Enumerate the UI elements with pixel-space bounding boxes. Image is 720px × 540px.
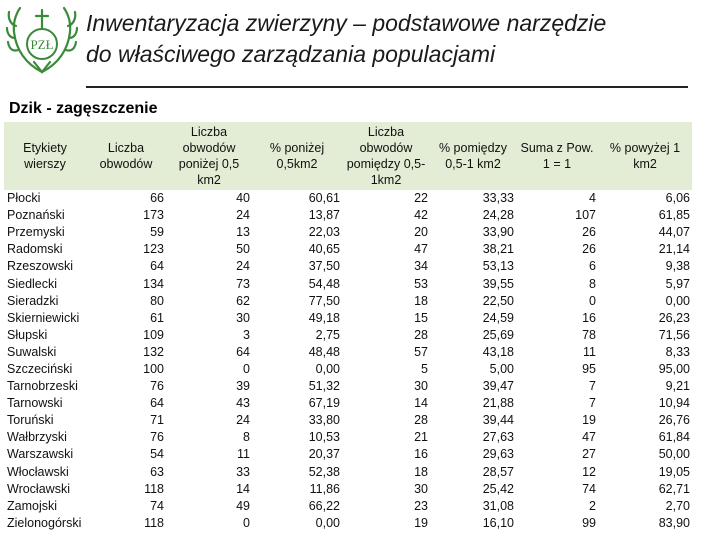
header-cell-mid-pct: % pomiędzy 0,5-1 km2 — [430, 122, 516, 190]
cell-count: 63 — [150, 464, 164, 479]
cell-count: 132 — [143, 344, 164, 359]
cell-below-pct: 67,19 — [308, 396, 340, 411]
cell-region: Przemyski — [7, 225, 65, 240]
cell-mid-count: 18 — [414, 464, 428, 479]
cell-region: Sieradzki — [7, 293, 59, 308]
cell-mid-count: 22 — [414, 191, 428, 206]
cell-region: Zamojski — [7, 498, 58, 513]
cell-below-pct: 40,65 — [308, 242, 340, 257]
table-row — [4, 446, 692, 463]
cell-sum: 7 — [589, 379, 596, 394]
cell-count: 61 — [150, 310, 164, 325]
cell-below-count: 40 — [236, 191, 250, 206]
cell-count: 66 — [150, 191, 164, 206]
cell-below-pct: 66,22 — [308, 498, 340, 513]
cell-above-pct: 26,23 — [658, 310, 690, 325]
cell-sum: 99 — [582, 515, 596, 530]
cell-mid-pct: 33,33 — [482, 191, 514, 206]
cell-mid-count: 16 — [414, 447, 428, 462]
cell-region: Słupski — [7, 327, 48, 342]
cell-below-pct: 22,03 — [308, 225, 340, 240]
cell-mid-count: 19 — [414, 515, 428, 530]
cell-above-pct: 50,00 — [658, 447, 690, 462]
cell-sum: 107 — [575, 208, 596, 223]
table-row — [4, 310, 692, 327]
cell-mid-pct: 39,55 — [482, 276, 514, 291]
cell-mid-pct: 24,28 — [482, 208, 514, 223]
cell-mid-pct: 33,90 — [482, 225, 514, 240]
cell-sum: 6 — [589, 259, 596, 274]
cell-below-count: 24 — [236, 208, 250, 223]
cell-below-pct: 52,38 — [308, 464, 340, 479]
table-row — [4, 241, 692, 258]
title-divider — [86, 86, 688, 88]
cell-below-count: 0 — [243, 515, 250, 530]
cell-mid-count: 21 — [414, 430, 428, 445]
cell-sum: 26 — [582, 225, 596, 240]
table-row — [4, 207, 692, 224]
cell-sum: 12 — [582, 464, 596, 479]
cell-above-pct: 62,71 — [658, 481, 690, 496]
cell-below-count: 50 — [236, 242, 250, 257]
cell-sum: 16 — [582, 310, 596, 325]
cell-mid-pct: 43,18 — [482, 344, 514, 359]
cell-region: Tarnowski — [7, 396, 63, 411]
cell-mid-pct: 39,47 — [482, 379, 514, 394]
cell-count: 54 — [150, 447, 164, 462]
cell-count: 64 — [150, 259, 164, 274]
cell-mid-count: 53 — [414, 276, 428, 291]
table-row — [4, 464, 692, 481]
cell-sum: 11 — [583, 344, 596, 359]
cell-above-pct: 9,21 — [665, 379, 690, 394]
cell-mid-pct: 24,59 — [482, 310, 514, 325]
cell-region: Rzeszowski — [7, 259, 73, 274]
cell-region: Tarnobrzeski — [7, 379, 78, 394]
cell-above-pct: 44,07 — [658, 225, 690, 240]
cell-count: 109 — [143, 327, 164, 342]
cell-mid-count: 34 — [414, 259, 428, 274]
title-line-1: Inwentaryzacja zwierzyny – podstawowe narzędzie — [86, 10, 607, 36]
cell-sum: 0 — [589, 293, 596, 308]
cell-above-pct: 8,33 — [665, 344, 690, 359]
header-cell-below-pct: % poniżej 0,5km2 — [252, 122, 342, 190]
cell-mid-pct: 27,63 — [482, 430, 514, 445]
section-subtitle: Dzik - zagęszczenie — [9, 100, 158, 117]
table-row — [4, 412, 692, 429]
header-cell-above-pct: % powyżej 1 km2 — [598, 122, 692, 190]
cell-mid-count: 23 — [414, 498, 428, 513]
cell-above-pct: 10,94 — [658, 396, 690, 411]
pzl-emblem-icon — [6, 2, 78, 80]
table-row — [4, 429, 692, 446]
cell-region: Siedlecki — [7, 276, 58, 291]
cell-below-count: 24 — [236, 259, 250, 274]
pzl-logo — [6, 2, 78, 80]
cell-region: Radomski — [7, 242, 63, 257]
cell-above-pct: 83,90 — [658, 515, 690, 530]
cell-above-pct: 0,00 — [665, 293, 690, 308]
cell-mid-count: 28 — [414, 413, 428, 428]
table-row — [4, 481, 692, 498]
cell-mid-count: 30 — [414, 379, 428, 394]
cell-below-pct: 0,00 — [315, 361, 340, 376]
cell-sum: 95 — [582, 361, 596, 376]
cell-below-count: 62 — [236, 293, 250, 308]
cell-mid-count: 28 — [414, 327, 428, 342]
cell-sum: 26 — [582, 242, 596, 257]
table-row — [4, 293, 692, 310]
cell-sum: 74 — [582, 481, 596, 496]
cell-mid-pct: 25,69 — [482, 327, 514, 342]
cell-mid-pct: 29,63 — [482, 447, 514, 462]
cell-mid-pct: 38,21 — [482, 242, 514, 257]
title-line-2: do właściwego zarządzania populacjami — [86, 41, 496, 67]
table-row — [4, 361, 692, 378]
table-row — [4, 327, 692, 344]
cell-above-pct: 61,84 — [658, 430, 690, 445]
cell-below-pct: 37,50 — [308, 259, 340, 274]
cell-mid-pct: 21,88 — [482, 396, 514, 411]
cell-below-pct: 11,86 — [309, 481, 340, 496]
cell-above-pct: 6,06 — [665, 191, 690, 206]
cell-below-count: 33 — [236, 464, 250, 479]
cell-above-pct: 5,97 — [665, 276, 690, 291]
header-cell-mid-count: Liczba obwodów pomiędzy 0,5-1km2 — [342, 122, 430, 190]
cell-sum: 8 — [589, 276, 596, 291]
table-header-row — [4, 122, 692, 190]
cell-count: 118 — [144, 515, 164, 530]
cell-above-pct: 19,05 — [658, 464, 690, 479]
cell-mid-pct: 16,10 — [482, 515, 514, 530]
cell-below-count: 73 — [236, 276, 250, 291]
table-row — [4, 515, 692, 532]
cell-count: 134 — [143, 276, 164, 291]
cell-below-pct: 54,48 — [308, 276, 340, 291]
cell-above-pct: 61,85 — [658, 208, 690, 223]
cell-mid-count: 15 — [414, 310, 428, 325]
cell-above-pct: 9,38 — [665, 259, 690, 274]
cell-region: Warszawski — [7, 447, 74, 462]
cell-sum: 27 — [582, 447, 596, 462]
cell-mid-count: 42 — [414, 208, 428, 223]
cell-below-pct: 60,61 — [308, 191, 340, 206]
cell-count: 173 — [143, 208, 164, 223]
cell-count: 76 — [150, 379, 164, 394]
cell-sum: 19 — [582, 413, 596, 428]
cell-below-count: 0 — [243, 361, 250, 376]
cell-region: Toruński — [7, 413, 54, 428]
cell-count: 71 — [150, 413, 164, 428]
header-cell-count: Liczba obwodów — [86, 122, 166, 190]
cell-below-count: 64 — [236, 344, 250, 359]
cell-mid-pct: 53,13 — [482, 259, 514, 274]
cell-above-pct: 21,14 — [658, 242, 690, 257]
cell-count: 64 — [150, 396, 164, 411]
table-row — [4, 344, 692, 361]
cell-below-pct: 10,53 — [308, 430, 340, 445]
cell-count: 80 — [150, 293, 164, 308]
density-table-container — [0, 122, 720, 532]
header-cell-sum: Suma z Pow. 1 = 1 — [516, 122, 598, 190]
cell-count: 74 — [150, 498, 164, 513]
cell-below-pct: 51,32 — [308, 379, 340, 394]
cell-mid-count: 14 — [414, 396, 428, 411]
cell-sum: 2 — [589, 498, 596, 513]
cell-below-count: 30 — [236, 310, 250, 325]
cell-above-pct: 71,56 — [658, 327, 690, 342]
cell-below-pct: 49,18 — [308, 310, 340, 325]
cell-count: 59 — [150, 225, 164, 240]
cell-below-pct: 20,37 — [308, 447, 340, 462]
logo-text: PZŁ — [30, 37, 54, 52]
cell-mid-pct: 22,50 — [482, 293, 514, 308]
cell-region: Płocki — [7, 191, 41, 206]
cell-above-pct: 2,70 — [665, 498, 690, 513]
cell-mid-count: 5 — [421, 361, 428, 376]
cell-region: Szczeciński — [7, 361, 73, 376]
cell-below-count: 14 — [236, 481, 250, 496]
cell-below-count: 49 — [236, 498, 250, 513]
cell-below-count: 8 — [243, 430, 250, 445]
cell-count: 118 — [144, 481, 164, 496]
cell-mid-count: 47 — [414, 242, 428, 257]
cell-below-pct: 33,80 — [308, 413, 340, 428]
cell-sum: 78 — [582, 327, 596, 342]
cell-mid-count: 18 — [414, 293, 428, 308]
table-row — [4, 258, 692, 275]
cell-region: Suwalski — [7, 344, 57, 359]
cell-below-count: 43 — [236, 396, 250, 411]
cell-count: 100 — [143, 361, 164, 376]
table-body — [4, 190, 692, 532]
cell-below-count: 24 — [236, 413, 250, 428]
page-title — [86, 8, 716, 70]
cell-mid-pct: 28,57 — [482, 464, 514, 479]
cell-region: Wałbrzyski — [7, 430, 67, 445]
table-row — [4, 224, 692, 241]
cell-below-pct: 77,50 — [308, 293, 340, 308]
cell-below-count: 39 — [236, 379, 250, 394]
cell-sum: 47 — [582, 430, 596, 445]
cell-mid-count: 57 — [414, 344, 428, 359]
density-table — [4, 122, 692, 532]
cell-above-pct: 26,76 — [658, 413, 690, 428]
header-cell-region: Etykiety wierszy — [4, 122, 86, 190]
cell-sum: 7 — [589, 396, 596, 411]
cell-below-count: 13 — [236, 225, 250, 240]
table-row — [4, 498, 692, 515]
cell-mid-pct: 39,44 — [482, 413, 514, 428]
cell-above-pct: 95,00 — [658, 361, 690, 376]
header-cell-below-count: Liczba obwodów poniżej 0,5 km2 — [166, 122, 252, 190]
cell-count: 123 — [143, 242, 164, 257]
cell-mid-pct: 31,08 — [482, 498, 514, 513]
cell-below-pct: 0,00 — [315, 515, 340, 530]
cell-below-pct: 2,75 — [315, 327, 340, 342]
cell-region: Włocławski — [7, 464, 69, 479]
table-row — [4, 395, 692, 412]
cell-mid-count: 20 — [414, 225, 428, 240]
cell-mid-count: 30 — [414, 481, 428, 496]
cell-count: 76 — [150, 430, 164, 445]
cell-mid-pct: 25,42 — [482, 481, 514, 496]
cell-region: Poznański — [7, 208, 65, 223]
cell-region: Wrocławski — [7, 481, 70, 496]
table-row — [4, 378, 692, 395]
cell-sum: 4 — [589, 191, 596, 206]
cell-mid-pct: 5,00 — [489, 361, 514, 376]
cell-region: Zielonogórski — [7, 515, 82, 530]
table-row — [4, 190, 692, 207]
cell-below-pct: 13,87 — [308, 208, 340, 223]
cell-below-count: 11 — [237, 447, 250, 462]
cell-below-count: 3 — [243, 327, 250, 342]
cell-below-pct: 48,48 — [308, 344, 340, 359]
table-row — [4, 275, 692, 292]
cell-region: Skierniewicki — [7, 310, 80, 325]
